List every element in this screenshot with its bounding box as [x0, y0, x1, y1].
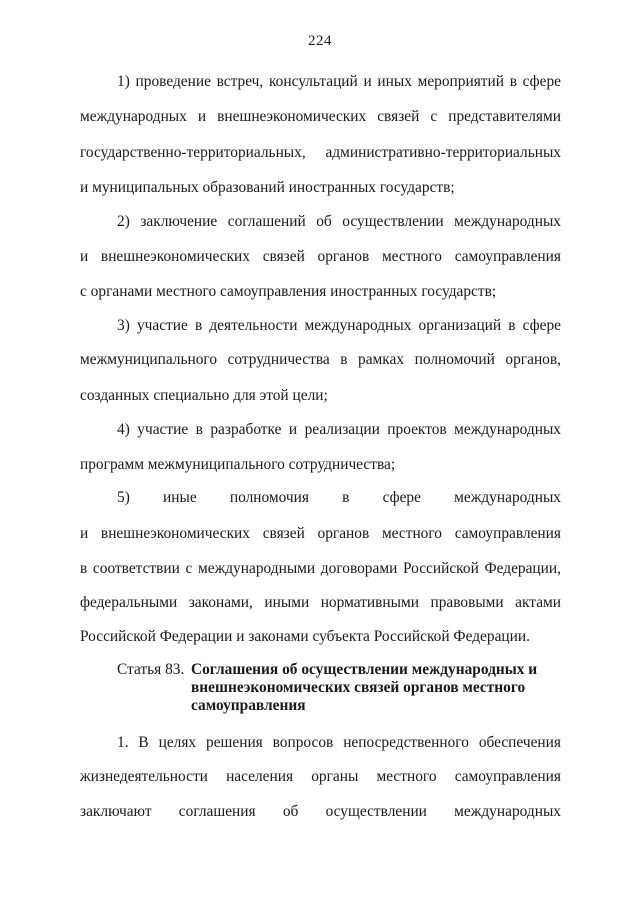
paragraph-5-line-4: федеральными законами, иными нормативными правовыми актами: [80, 594, 561, 611]
article-title-line-2: внешнеэкономических связей органов местного: [191, 679, 526, 696]
paragraph-2-line-2: и внешнеэкономических связей органов местного самоуправления: [80, 248, 561, 265]
article-paragraph-line-3: заключают соглашения об осуществлении международных: [80, 803, 561, 820]
paragraph-5-line-1: 5) иные полномочия в сфере международных: [117, 489, 561, 506]
paragraph-1-line-1: 1) проведение встреч, консультаций и иных мероприятий в сфере: [117, 73, 561, 90]
paragraph-2-line-3: с органами местного самоуправления иностранных государств;: [80, 283, 497, 300]
paragraph-3-line-1: 3) участие в деятельности международных организаций в сфере: [117, 317, 561, 334]
paragraph-5-line-3: в соответствии с международными договорами Российской Федерации,: [80, 560, 561, 577]
paragraph-1-line-4: и муниципальных образований иностранных государств;: [80, 179, 455, 196]
paragraph-3-line-2: межмуниципального сотрудничества в рамках полномочий органов,: [80, 351, 561, 368]
article-paragraph-line-2: жизнедеятельности населения органы местного самоуправления: [80, 768, 561, 785]
article-title-line-1: Соглашения об осуществлении международных и: [191, 661, 538, 678]
article-paragraph-line-1: 1. В целях решения вопросов непосредственного обеспечения: [117, 734, 561, 751]
paragraph-5-line-5: Российской Федерации и законами субъекта Российской Федерации.: [80, 628, 530, 645]
paragraph-3-line-3: созданных специально для этой цели;: [80, 387, 328, 404]
paragraph-4-line-2: программ межмуниципального сотрудничества;: [80, 456, 396, 473]
article-label: Статья 83.: [117, 661, 185, 678]
paragraph-1-line-3: государственно-территориальных, административно-территориальных: [80, 144, 561, 161]
paragraph-4-line-1: 4) участие в разработке и реализации проектов международных: [117, 421, 561, 438]
paragraph-1-line-2: международных и внешнеэкономических связей с представителями: [80, 108, 561, 125]
paragraph-2-line-1: 2) заключение соглашений об осуществлении международных: [117, 213, 561, 230]
article-title-line-3: самоуправления: [191, 697, 306, 714]
page-number: 224: [308, 33, 332, 49]
paragraph-5-line-2: и внешнеэкономических связей органов местного самоуправления: [80, 525, 561, 542]
